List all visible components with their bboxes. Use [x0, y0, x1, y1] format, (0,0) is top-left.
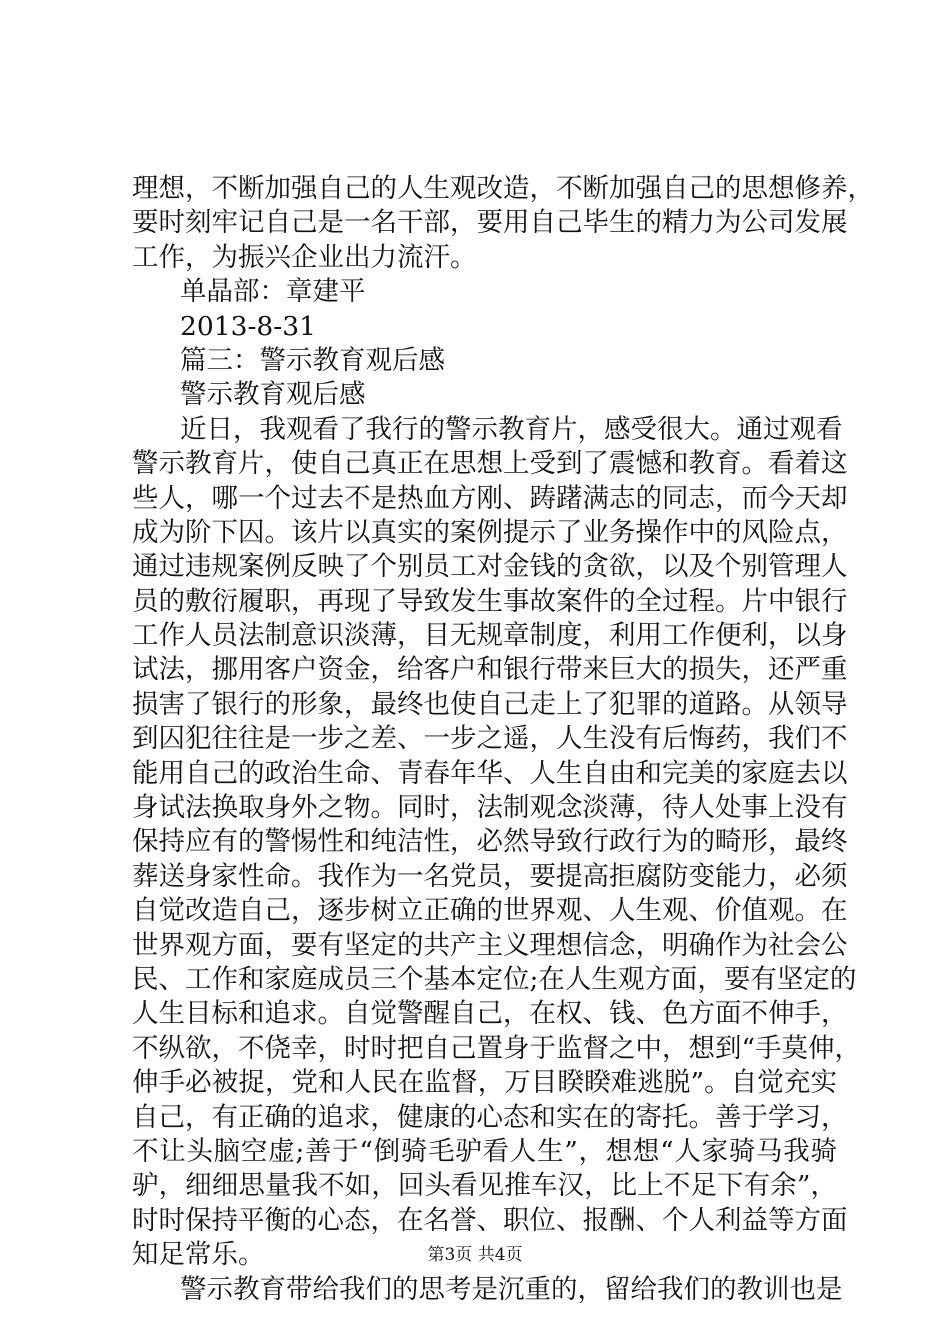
document-body — [132, 172, 874, 1307]
text-line: 试法，挪用客户资金，给客户和银行带来巨大的损失，还严重 — [132, 654, 848, 686]
text-line: 时时保持平衡的心态，在名誉、职位、报酬、个人利益等方面 — [132, 1204, 848, 1236]
text-line: 葬送身家性命。我作为一名党员，要提高拒腐防变能力，必须 — [132, 860, 848, 892]
text-line: 能用自己的政治生命、青春年华、人生自由和完美的家庭去以 — [132, 757, 848, 789]
text-line: 员的敷衍履职，再现了导致发生事故案件的全过程。片中银行 — [132, 585, 848, 617]
text-line: 警示教育片，使自己真正在思想上受到了震憾和教育。看着这 — [132, 448, 848, 480]
page-footer — [0, 1244, 950, 1266]
text-line: 保持应有的警惕性和纯洁性，必然导致行政行为的畸形，最终 — [132, 826, 848, 858]
date-line: 2013-8-31 — [180, 310, 316, 342]
text-line: 不让头脑空虚;善于“倒骑毛驴看人生”，想想“人家骑马我骑 — [132, 1135, 837, 1167]
article-title: 警示教育观后感 — [180, 379, 366, 411]
text-line: 人生目标和追求。自觉警醒自己，在权、钱、色方面不伸手， — [132, 998, 848, 1030]
text-line: 到囚犯往往是一步之差、一步之遥，人生没有后悔药，我们不 — [132, 723, 848, 755]
text-line: 通过违规案例反映了个别员工对金钱的贪欲，以及个别管理人 — [132, 551, 848, 583]
page-number-label: 第3页 共4页 — [427, 1245, 523, 1265]
text-line: 世界观方面，要有坚定的共产主义理想信念，明确作为社会公 — [132, 929, 848, 961]
text-line: 损害了银行的形象，最终也使自己走上了犯罪的道路。从领导 — [132, 688, 848, 720]
text-line: 工作人员法制意识淡薄，目无规章制度，利用工作便利，以身 — [132, 620, 848, 652]
text-line: 些人，哪一个过去不是热血方刚、踌躇满志的同志，而今天却 — [132, 482, 848, 514]
text-line: 自觉改造自己，逐步树立正确的世界观、人生观、价值观。在 — [132, 895, 848, 927]
text-line: 不纵欲，不侥幸，时时把自己置身于监督之中，想到“手莫伸， — [132, 1032, 862, 1064]
text-line: 成为阶下囚。该片以真实的案例提示了业务操作中的风险点， — [132, 516, 848, 548]
text-line: 身试法换取身外之物。同时，法制观念淡薄，待人处事上没有 — [132, 792, 848, 824]
text-line: 工作，为振兴企业出力流汗。 — [132, 241, 477, 273]
text-line: 近日，我观看了我行的警示教育片，感受很大。通过观看 — [180, 413, 843, 445]
author-line: 单晶部：章建平 — [180, 276, 366, 308]
text-line: 伸手必被捉，党和人民在监督，万目睽睽难逃脱”。自觉充实 — [132, 1067, 837, 1099]
text-line: 警示教育带给我们的思考是沉重的，留给我们的教训也是 — [180, 1273, 843, 1305]
text-line: 理想，不断加强自己的人生观改造，不断加强自己的思想修养， — [132, 173, 874, 204]
section-heading: 篇三：警示教育观后感 — [180, 344, 445, 376]
text-line: 要时刻牢记自己是一名干部，要用自己毕生的精力为公司发展 — [132, 207, 848, 239]
text-line: 驴，细细思量我不如，回头看见推车汉，比上不足下有余”， — [132, 1170, 837, 1202]
text-line: 知足常乐。 — [132, 1239, 265, 1271]
text-line: 自己，有正确的追求，健康的心态和实在的寄托。善于学习， — [132, 1101, 848, 1133]
text-line: 民、工作和家庭成员三个基本定位;在人生观方面，要有坚定的 — [132, 963, 857, 995]
